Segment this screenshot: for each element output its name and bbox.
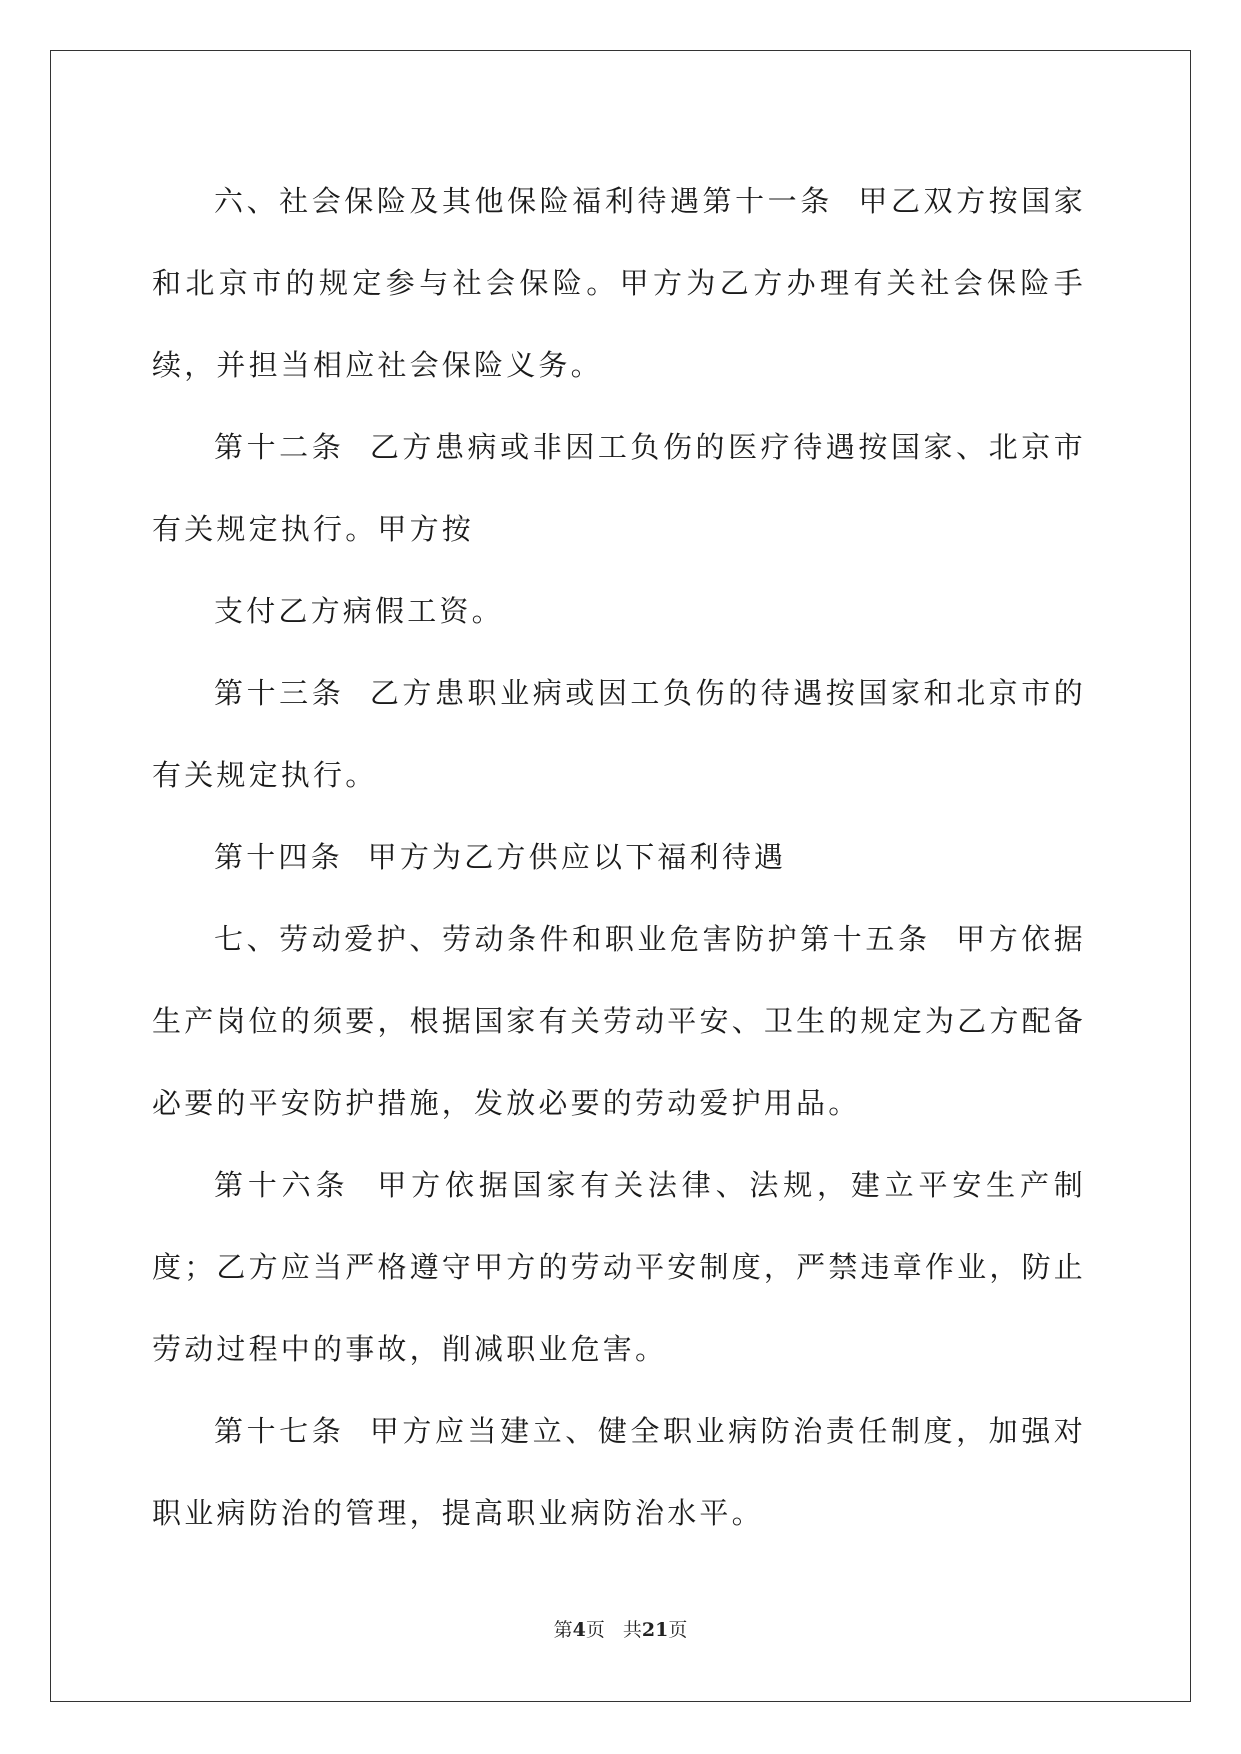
document-body bbox=[152, 160, 1086, 1554]
paragraph-article-13: 第十三条 乙方患职业病或因工负伤的待遇按国家和北京市的有关规定执行。 bbox=[152, 676, 1086, 792]
paragraph-section-six-article-11: 六、社会保险及其他保险福利待遇第十一条 甲乙双方按国家和北京市的规定参与社会保险。甲方为乙方办理有关社会保险手续，并担当相应社会保险义务。 bbox=[152, 184, 1086, 382]
current-page-number: 4 bbox=[572, 1619, 586, 1641]
paragraph-article-14: 第十四条 甲方为乙方供应以下福利待遇 bbox=[214, 840, 787, 874]
paragraph-article-12: 第十二条 乙方患病或非因工负伤的医疗待遇按国家、北京市有关规定执行。甲方按 bbox=[152, 430, 1086, 546]
paragraph-sick-pay: 支付乙方病假工资。 bbox=[214, 594, 504, 628]
paragraph-article-16: 第十六条 甲方依据国家有关法律、法规，建立平安生产制度；乙方应当严格遵守甲方的劳动平安制度，严禁违章作业，防止劳动过程中的事故，削减职业危害。 bbox=[152, 1168, 1086, 1366]
footer-page-suffix: 页 bbox=[585, 1619, 605, 1641]
page-number-footer bbox=[0, 1618, 1241, 1642]
total-pages-number: 21 bbox=[641, 1619, 669, 1641]
footer-total-suffix: 页 bbox=[668, 1619, 688, 1641]
footer-page-prefix: 第 bbox=[553, 1619, 573, 1641]
paragraph-section-seven-article-15: 七、劳动爱护、劳动条件和职业危害防护第十五条 甲方依据生产岗位的须要，根据国家有关劳动平安、卫生的规定为乙方配备必要的平安防护措施，发放必要的劳动爱护用品。 bbox=[152, 922, 1086, 1120]
paragraph-article-17: 第十七条 甲方应当建立、健全职业病防治责任制度，加强对职业病防治的管理，提高职业病防治水平。 bbox=[152, 1414, 1086, 1530]
footer-total-prefix: 共 bbox=[622, 1619, 642, 1641]
